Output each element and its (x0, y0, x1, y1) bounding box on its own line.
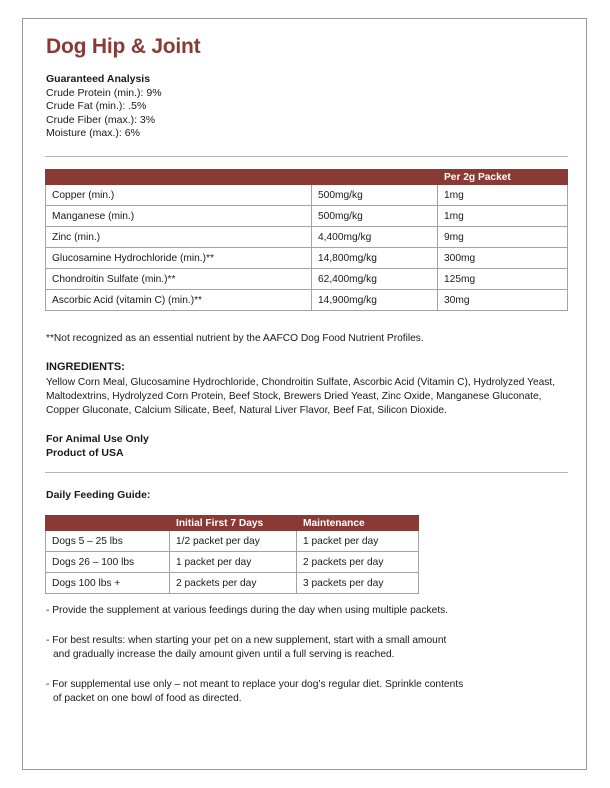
label-page (22, 18, 587, 770)
table-cell: 2 packets per day (170, 573, 297, 594)
table-cell: 1mg (438, 206, 568, 227)
analysis-line: Crude Fat (min.): .5% (46, 100, 147, 112)
guaranteed-analysis (46, 73, 162, 141)
table-header-cell (46, 170, 312, 185)
analysis-line: Crude Fiber (max.): 3% (46, 113, 156, 126)
feeding-tip (46, 678, 566, 706)
table-cell: 1mg (438, 185, 568, 206)
aafco-footnote: **Not recognized as an essential nutrient by the AAFCO Dog Food Nutrient Profiles. (46, 333, 424, 344)
table-cell: 14,800mg/kg (312, 248, 438, 269)
divider (45, 156, 568, 157)
table-cell: 300mg (438, 248, 568, 269)
table-row (46, 269, 568, 290)
table-header-cell: Initial First 7 Days (170, 516, 297, 531)
table-header-cell: Maintenance (297, 516, 419, 531)
table-cell: 1/2 packet per day (170, 531, 297, 552)
product-title: Dog Hip & Joint (46, 35, 201, 58)
divider (45, 472, 568, 473)
tip-line: of packet on one bowl of food as directed. (53, 693, 242, 704)
table-cell: Dogs 26 – 100 lbs (46, 552, 170, 573)
feeding-table (45, 515, 419, 594)
table-cell: 3 packets per day (297, 573, 419, 594)
table-cell: Dogs 100 lbs + (46, 573, 170, 594)
table-cell: 4,400mg/kg (312, 227, 438, 248)
table-header-cell (46, 516, 170, 531)
table-cell: Dogs 5 – 25 lbs (46, 531, 170, 552)
table-row (46, 185, 568, 206)
table-cell: 500mg/kg (312, 185, 438, 206)
ingredients-text: Yellow Corn Meal, Glucosamine Hydrochloride, Chondroitin Sulfate, Ascorbic Acid (Vitamin C), Hydrolyzed Yeast, Maltodextrins, Hydrolyzed Corn Protein, Beef Stock, Brewers Dried Yeast, Zinc Oxide, Manganese Gluconate, Copper Gluconate, Calcium Silicate, Beef, Natural Liver Flavor, Beef Fat, Silicon Dioxide. (46, 377, 556, 416)
tip-line: - For supplemental use only – not meant to replace your dog’s regular diet. Sprinkle contents (46, 679, 464, 690)
table-cell: Copper (min.) (46, 185, 312, 206)
animal-use-line: For Animal Use Only (46, 433, 149, 445)
table-row (46, 290, 568, 311)
table-row (46, 206, 568, 227)
table-row (46, 552, 419, 573)
table-cell: 9mg (438, 227, 568, 248)
table-cell: 62,400mg/kg (312, 269, 438, 290)
table-cell: Zinc (min.) (46, 227, 312, 248)
guaranteed-analysis-heading: Guaranteed Analysis (46, 73, 151, 85)
origin-line: Product of USA (46, 447, 124, 459)
table-cell: 1 packet per day (297, 531, 419, 552)
use-statement (46, 432, 149, 460)
feeding-tip (46, 634, 566, 662)
table-row (46, 573, 419, 594)
analysis-line: Moisture (max.): 6% (46, 127, 140, 139)
feeding-tip (46, 604, 566, 618)
table-header-cell (312, 170, 438, 185)
table-header-row (46, 170, 568, 185)
tip-line: and gradually increase the daily amount given until a full serving is reached. (53, 649, 395, 660)
table-cell: 2 packets per day (297, 552, 419, 573)
table-row (46, 531, 419, 552)
table-cell: 30mg (438, 290, 568, 311)
table-header-row (46, 516, 419, 531)
table-cell: Ascorbic Acid (vitamin C) (min.)** (46, 290, 312, 311)
ingredients-heading: INGREDIENTS: (46, 361, 125, 373)
analysis-line: Crude Protein (min.): 9% (46, 86, 162, 99)
feeding-guide-heading: Daily Feeding Guide: (46, 489, 151, 501)
table-cell: Chondroitin Sulfate (min.)** (46, 269, 312, 290)
table-row (46, 248, 568, 269)
table-cell: 125mg (438, 269, 568, 290)
table-cell: 500mg/kg (312, 206, 438, 227)
table-cell: 14,900mg/kg (312, 290, 438, 311)
table-cell: Manganese (min.) (46, 206, 312, 227)
tip-line: - Provide the supplement at various feedings during the day when using multiple packets. (46, 605, 449, 616)
nutrient-table (45, 169, 568, 311)
tip-line: - For best results: when starting your pet on a new supplement, start with a small amount (46, 635, 447, 646)
table-row (46, 227, 568, 248)
table-cell: 1 packet per day (170, 552, 297, 573)
table-header-cell: Per 2g Packet (438, 170, 568, 185)
table-cell: Glucosamine Hydrochloride (min.)** (46, 248, 312, 269)
